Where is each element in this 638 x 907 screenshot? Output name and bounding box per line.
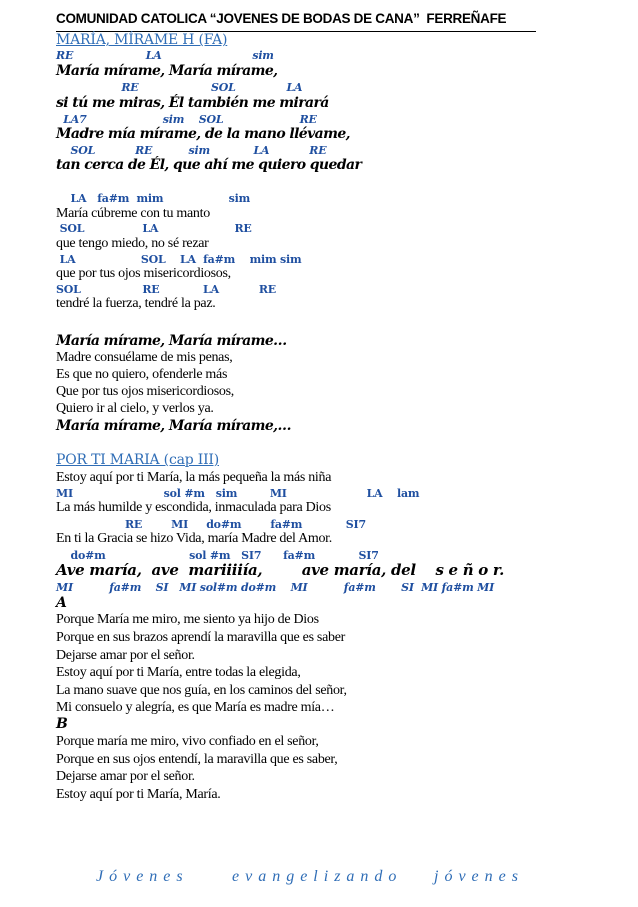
lyric-line: Ave maría, ave mariiiiía, ave maría, del s e ñ o r. <box>56 561 505 579</box>
chorus-line: María mírame, María mírame… <box>56 333 287 349</box>
lyric-line: Estoy aquí por ti María, María. <box>56 787 221 802</box>
lyric-line: Es que no quiero, ofenderle más <box>56 367 228 382</box>
lyric-line: María mírame, María mírame, <box>56 63 278 79</box>
lyric-line: Madre mía mírame, de la mano llévame, <box>56 126 350 142</box>
chord-line: LA SOL LA fa#m mim sim <box>56 253 302 266</box>
chord-line: SOL RE LA RE <box>56 283 276 296</box>
song2-title: POR TI MARIA (cap III) <box>56 452 219 468</box>
lyric-line: Estoy aquí por ti María, entre todas la elegida, <box>56 665 301 680</box>
chord-line: SOL RE sim LA RE <box>56 144 327 157</box>
footer-word-3: jóvenes <box>434 868 524 885</box>
chord-line: MI sol #m sim MI LA lam <box>56 487 420 500</box>
lyric-line: Dejarse amar por el señor. <box>56 769 195 784</box>
footer-word-1: Jóvenes <box>96 868 189 885</box>
lyric-line: Estoy aquí por ti María, la más pequeña la más niña <box>56 470 332 485</box>
lyric-line: Madre consuélame de mis penas, <box>56 350 233 365</box>
lyric-line: Mi consuelo y alegría, es que María es madre mía… <box>56 700 335 715</box>
chord-line: SOL LA RE <box>56 222 252 235</box>
page-header: COMUNIDAD CATOLICA “JOVENES DE BODAS DE CANA” FERREÑAFE <box>56 11 507 26</box>
section-label-a: A <box>56 595 67 611</box>
lyric-line: Porque maría me miro, vivo confiado en el señor, <box>56 734 319 749</box>
lyric-line: que por tus ojos misericordiosos, <box>56 266 231 281</box>
chord-line: RE LA sim <box>56 49 274 62</box>
chord-line: RE MI do#m fa#m SI7 <box>56 518 366 531</box>
chorus-line: María mírame, María mírame,… <box>56 418 291 434</box>
lyric-line: María cúbreme con tu manto <box>56 206 210 221</box>
section-label-b: B <box>56 716 68 732</box>
lyric-line: tendré la fuerza, tendré la paz. <box>56 296 216 311</box>
lyric-line: si tú me miras, Él también me mirará <box>56 95 329 111</box>
lyric-line: Porque en sus brazos aprendí la maravilla que es saber <box>56 630 345 645</box>
lyric-line: Quiero ir al cielo, y verlos ya. <box>56 401 214 416</box>
lyric-line: Porque María me miro, me siento ya hijo de Dios <box>56 612 319 627</box>
song1-title: MARÍA, MÍRAME H (FA) <box>56 32 228 48</box>
chord-line: RE SOL LA <box>56 81 303 94</box>
chord-line: do#m sol #m SI7 fa#m SI7 <box>56 549 379 562</box>
footer-word-2: evangelizando <box>232 868 403 885</box>
chord-line: LA7 sim SOL RE <box>56 113 317 126</box>
lyric-line: que tengo miedo, no sé rezar <box>56 236 209 251</box>
lyric-line: En ti la Gracia se hizo Vida, maría Madre del Amor. <box>56 531 332 546</box>
lyric-line: Porque en sus ojos entendí, la maravilla que es saber, <box>56 752 338 767</box>
lyric-line: Dejarse amar por el señor. <box>56 648 195 663</box>
lyric-line: Que por tus ojos misericordiosos, <box>56 384 234 399</box>
lyric-line: tan cerca de Él, que ahí me quiero quedar <box>56 157 362 173</box>
lyric-line: La más humilde y escondida, inmaculada para Dios <box>56 500 331 515</box>
chord-line: LA fa#m mim sim <box>56 192 251 205</box>
chord-line: MI fa#m SI MI sol#m do#m MI fa#m SI MI fa#m MI <box>56 581 495 594</box>
lyric-line: La mano suave que nos guía, en los caminos del señor, <box>56 683 347 698</box>
